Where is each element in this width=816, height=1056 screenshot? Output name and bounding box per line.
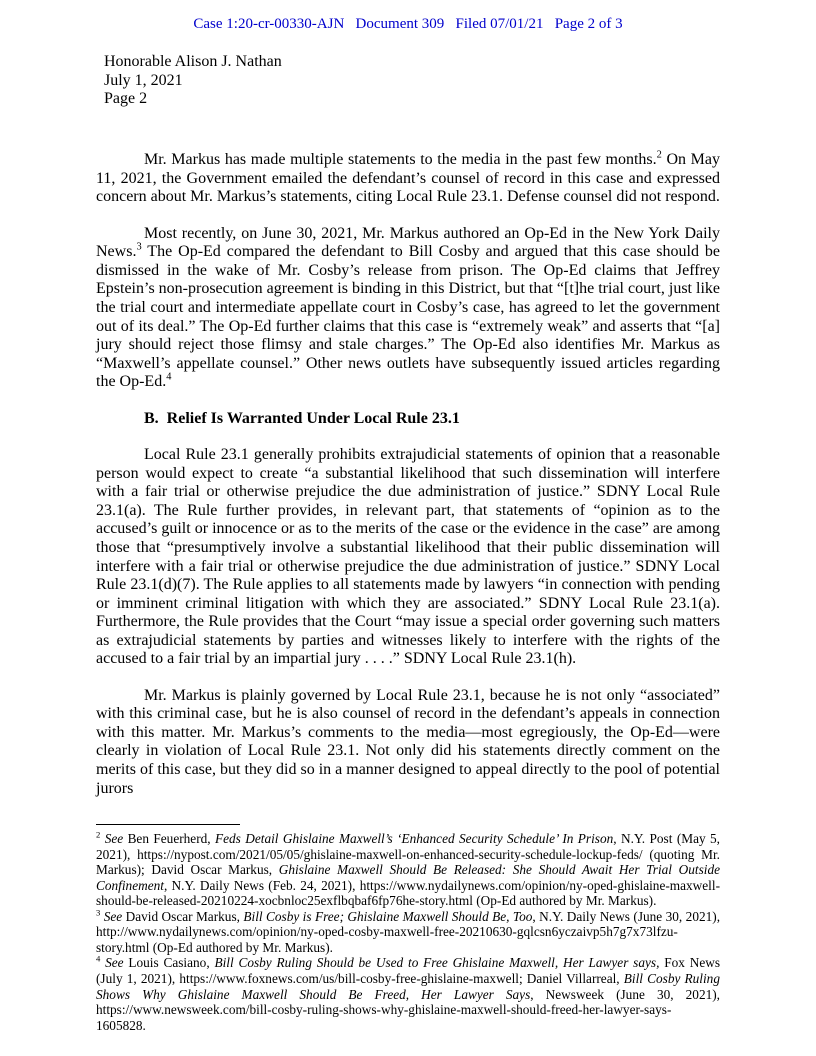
footnote-3 [96, 909, 720, 956]
text-run: David Oscar Markus, [122, 908, 244, 924]
text-run: See [104, 831, 124, 847]
text-run: See [103, 908, 123, 924]
text-run: The Op-Ed compared the defendant to Bill Cosby and argued that this case should be dismissed in the wake of Mr. Cosby’s release from prison. The Op-Ed claims that Jeffrey Epstein’s non-prosecution agreement is binding in this District, but that “[t]he trial court, just like the trial court and intermediate appellate court in Cosby’s case, has agreed to let the government out of its deal.” The Op-Ed further claims that this case is “extremely weak” and asserts that “[a] jury should reject those flimsy and stale charges.” The Op-Ed also identifies Mr. Markus as “Maxwell’s appellate counsel.” Other news outlets have subsequently issued articles regarding the Op-Ed. [96, 243, 720, 391]
paragraph-oped [96, 225, 720, 392]
text-run: Ben Feuerherd, [123, 831, 215, 847]
text-run: Local Rule 23.1 generally prohibits extrajudicial statements of opinion that a reasonable person would expect to create “a substantial likelihood that such dissemination will interfere with a fair trial or otherwise prejudice the due administration of justice.” SDNY Local Rule 23.1(a). The Rule further provides, in relevant part, that statements of “opinion as to the accused’s guilt or innocence or as to the merits of the case or the evidence in the case” are among those that “presumptively involve a substantial likelihood that their public dissemination will interfere with a fair trial or otherwise prejudice the due administration of justice.” SDNY Local Rule 23.1(d)(7). The Rule applies to all statements made by lawyers “in connection with pending or imminent criminal litigation with which they are associated.” SDNY Local Rule 23.1(a). Furthermore, the Rule provides that the Court “may issue a special order governing such matters as extrajudicial statements by parties and witnesses likely to interfere with the rights of the accused to a fair trial by an impartial jury . . . .” SDNY Local Rule 23.1(h). [96, 446, 720, 668]
paragraph-markus-statements [96, 151, 720, 207]
footnotes-section [96, 824, 720, 1033]
text-run: , Newsweek (June 30, 2021), https://www.newsweek.com/bill-cosby-ruling-shows-why-ghislaine-maxwell-should-freed-her-lawyer-says-1605828. [96, 986, 720, 1033]
text-run: Most recently, on June 30, 2021, Mr. Markus authored an Op-Ed in the New York Daily News. [96, 224, 720, 261]
section-heading-b: B. Relief Is Warranted Under Local Rule 23.1 [144, 409, 460, 427]
paragraph-markus-governed [96, 687, 720, 798]
text-run: See [105, 955, 124, 971]
text-run: , N.Y. Daily News (June 30, 2021), http://www.nydailynews.com/opinion/ny-oped-cosby-maxwell-free-20210630-gqlcsn6yczaivp5h7g7x73lfzu-story.html (Op-Ed authored by Mr. Markus). [96, 908, 721, 955]
text-run: Fox News (July 1, 2021), https://www.foxnews.com/us/bill-cosby-free-ghislaine-maxwell; Daniel Villarreal, [96, 955, 720, 987]
footnote-ref: 4 [96, 954, 101, 965]
text-run: Louis Casiano, [123, 955, 215, 971]
footnote-ref: 2 [96, 829, 101, 840]
address-line-date: July 1, 2021 [104, 71, 183, 89]
text-run: , N.Y. Post (May 5, 2021), https://nypost.com/2021/05/05/ghislaine-maxwell-on-enhanced-security-schedule-lockup-feds/ (quoting Mr. Markus); David Oscar Markus, [96, 831, 720, 878]
footnote-ref: 2 [656, 149, 662, 161]
address-line-recipient: Honorable Alison J. Nathan [104, 53, 282, 70]
text-run: On May 11, 2021, the Government emailed the defendant’s counsel of record in this case and expressed concern about Mr. Markus’s statements, citing Local Rule 23.1. Defense counsel did not respond. [96, 151, 720, 206]
text-run: Bill Cosby Ruling Shows Why Ghislaine Maxwell Should Be Freed, Her Lawyer Says [96, 971, 720, 1002]
ecf-header-stamp: Case 1:20-cr-00330-AJN Document 309 Filed 07/01/21 Page 2 of 3 [193, 16, 623, 32]
address-block [96, 53, 720, 109]
footnote-2 [96, 831, 720, 909]
footnote-4 [96, 955, 720, 1033]
text-run: Bill Cosby is Free; Ghislaine Maxwell Should Be, Too [243, 908, 533, 924]
footnote-ref: 3 [96, 907, 101, 918]
text-run: Feds Detail Ghislaine Maxwell’s ‘Enhanced Security Schedule’ In Prison [215, 831, 614, 847]
text-run: Bill Cosby Ruling Should be Used to Free Ghislaine Maxwell, Her Lawyer says, [214, 955, 660, 971]
text-run: , N.Y. Daily News (Feb. 24, 2021), https://www.nydailynews.com/opinion/ny-oped-ghislaine-maxwell-should-be-released-20210224-xocbnloc25exflbqbaf6fp76he-story.html (Op-Ed authored by Mr. Markus). [96, 877, 720, 909]
text-run: Mr. Markus is plainly governed by Local Rule 23.1, because he is not only “associated” with this criminal case, but he is also counsel of record in the defendant’s appeals in connection with this matter. Mr. Markus’s comments to the media—most egregiously, the Op-Ed—were clearly in violation of Local Rule 23.1. Not only did his statements directly comment on the merits of this case, but they did so in a manner designed to appeal directly to the pool of potential jurors [96, 686, 720, 797]
text-run: Ghislaine Maxwell Should Be Released: She Should Await Her Trial Outside Confinement [96, 862, 720, 893]
address-line-page-number: Page 2 [104, 90, 148, 108]
footnote-ref: 4 [166, 371, 172, 383]
paragraph-local-rule [96, 446, 720, 669]
text-run: Mr. Markus has made multiple statements to the media in the past few months. [144, 151, 657, 169]
footnote-ref: 3 [136, 242, 142, 254]
footnote-separator-rule [96, 824, 240, 825]
